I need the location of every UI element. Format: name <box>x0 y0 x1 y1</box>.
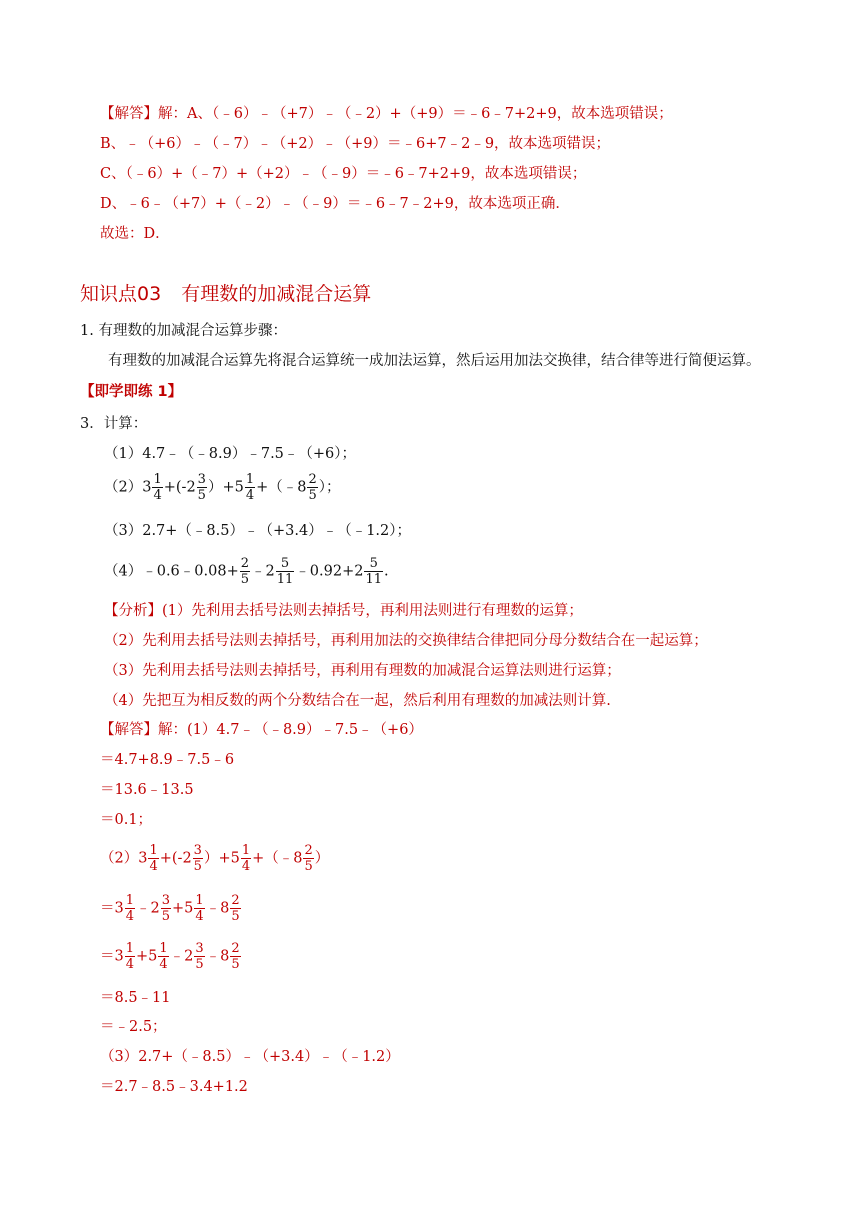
analysis-2: （2）先利用去括号法则去掉括号，再利用加法的交换律结合律把同分母分数结合在一起运算； <box>104 633 708 649</box>
fraction: $\frac{2}{5}$ <box>240 556 250 587</box>
section-number: 知识点03 <box>80 283 162 305</box>
solution-1: 【解答】解：(1）4.7﹣（﹣8.9）﹣7.5﹣（+6） <box>100 722 423 738</box>
solution-step: ＝8.5﹣11 <box>100 990 171 1006</box>
fraction: $\frac{1}{4}$ <box>245 472 255 503</box>
fraction: $\frac{1}{4}$ <box>149 843 158 874</box>
fraction: $\frac{2}{5}$ <box>231 893 240 924</box>
section-title: 有理数的加减混合运算 <box>181 283 372 305</box>
solution-step: ＝3 $\frac{1}{4}$ ﹣2 $\frac{3}{5}$ +5 $\frac{1}{4}$ ﹣8 $\frac{2}{5}$ <box>100 893 240 924</box>
question-2: （2）3 $\frac{1}{4}$ +(-2 $\frac{3}{5}$ ）+5 $\frac{1}{4}$ +（﹣8 $\frac{2}{5}$ ）； <box>104 472 341 503</box>
solution-step: ＝4.7+8.9﹣7.5﹣6 <box>100 752 235 768</box>
solution-step: ＝13.6﹣13.5 <box>100 782 194 798</box>
fraction: $\frac{1}{4}$ <box>159 941 168 972</box>
section-heading <box>80 283 371 305</box>
solution-step: ＝0.1； <box>100 812 153 828</box>
solution-step: ＝﹣2.5； <box>100 1019 167 1035</box>
fraction: $\frac{5}{11}$ <box>365 556 383 587</box>
fraction: $\frac{5}{11}$ <box>276 556 294 587</box>
analysis-3: （3）先利用去括号法则去掉括号，再利用有理数的加减混合运算法则进行运算； <box>104 663 621 679</box>
analysis-4: （4）先把互为相反数的两个分数结合在一起，然后利用有理数的加减法则计算. <box>104 693 611 709</box>
question-4: （4）﹣0.6﹣0.08+ $\frac{2}{5}$ ﹣2 $\frac{5}{11}$ ﹣0.92+2 $\frac{5}{11}$ . <box>104 556 389 587</box>
question-1: （1）4.7﹣（﹣8.9）﹣7.5﹣（+6）； <box>104 446 357 462</box>
analysis-1: 【分析】(1）先利用去括号法则去掉括号，再利用法则进行有理数的运算； <box>104 603 583 619</box>
fraction: $\frac{1}{4}$ <box>195 893 204 924</box>
fraction: $\frac{3}{5}$ <box>193 843 202 874</box>
fraction: $\frac{1}{4}$ <box>125 941 135 972</box>
fraction: $\frac{3}{5}$ <box>197 472 206 503</box>
answer-line-a: 【解答】解：A、（﹣6）﹣（+7）﹣（﹣2）+（+9）＝﹣6﹣7+2+9，故本选项错误； <box>100 106 673 122</box>
steps-body: 有理数的加减混合运算先将混合运算统一成加法运算，然后运用加法交换律，结合律等进行简便运算。 <box>108 353 761 369</box>
question-3: （3）2.7+（﹣8.5）﹣（+3.4）﹣（﹣1.2）； <box>104 523 412 539</box>
fraction: $\frac{3}{5}$ <box>195 941 204 972</box>
practice-label: 【即学即练 1】 <box>80 384 183 400</box>
answer-line-b: B、﹣（+6）﹣（﹣7）﹣（+2）﹣（+9）＝﹣6+7﹣2﹣9，故本选项错误； <box>100 136 611 152</box>
fraction: $\frac{2}{5}$ <box>231 941 240 972</box>
fraction: $\frac{1}{4}$ <box>153 472 162 503</box>
fraction: $\frac{2}{5}$ <box>304 843 313 874</box>
answer-line-c: C、（﹣6）+（﹣7）+（+2）﹣（﹣9）＝﹣6﹣7+2+9，故本选项错误； <box>100 166 587 182</box>
solution-step: ＝2.7﹣8.5﹣3.4+1.2 <box>100 1079 248 1095</box>
question-title: 3．计算： <box>80 416 148 432</box>
answer-choice: 故选：D． <box>100 226 170 242</box>
fraction: $\frac{1}{4}$ <box>125 893 135 924</box>
solution-step: ＝3 $\frac{1}{4}$ +5 $\frac{1}{4}$ ﹣2 $\frac{3}{5}$ ﹣8 $\frac{2}{5}$ <box>100 941 240 972</box>
fraction: $\frac{3}{5}$ <box>161 893 171 924</box>
steps-title: 1. 有理数的加减混合运算步骤： <box>80 323 287 339</box>
fraction: $\frac{1}{4}$ <box>241 843 251 874</box>
solution-3: （3）2.7+（﹣8.5）﹣（+3.4）﹣（﹣1.2） <box>100 1049 400 1065</box>
solution-2: （2）3 $\frac{1}{4}$ +(-2 $\frac{3}{5}$ ）+5 $\frac{1}{4}$ +（﹣8 $\frac{2}{5}$ ） <box>100 843 330 874</box>
answer-line-d: D、﹣6﹣（+7）+（﹣2）﹣（﹣9）＝﹣6﹣7﹣2+9，故本选项正确． <box>100 196 570 212</box>
fraction: $\frac{2}{5}$ <box>308 472 317 503</box>
